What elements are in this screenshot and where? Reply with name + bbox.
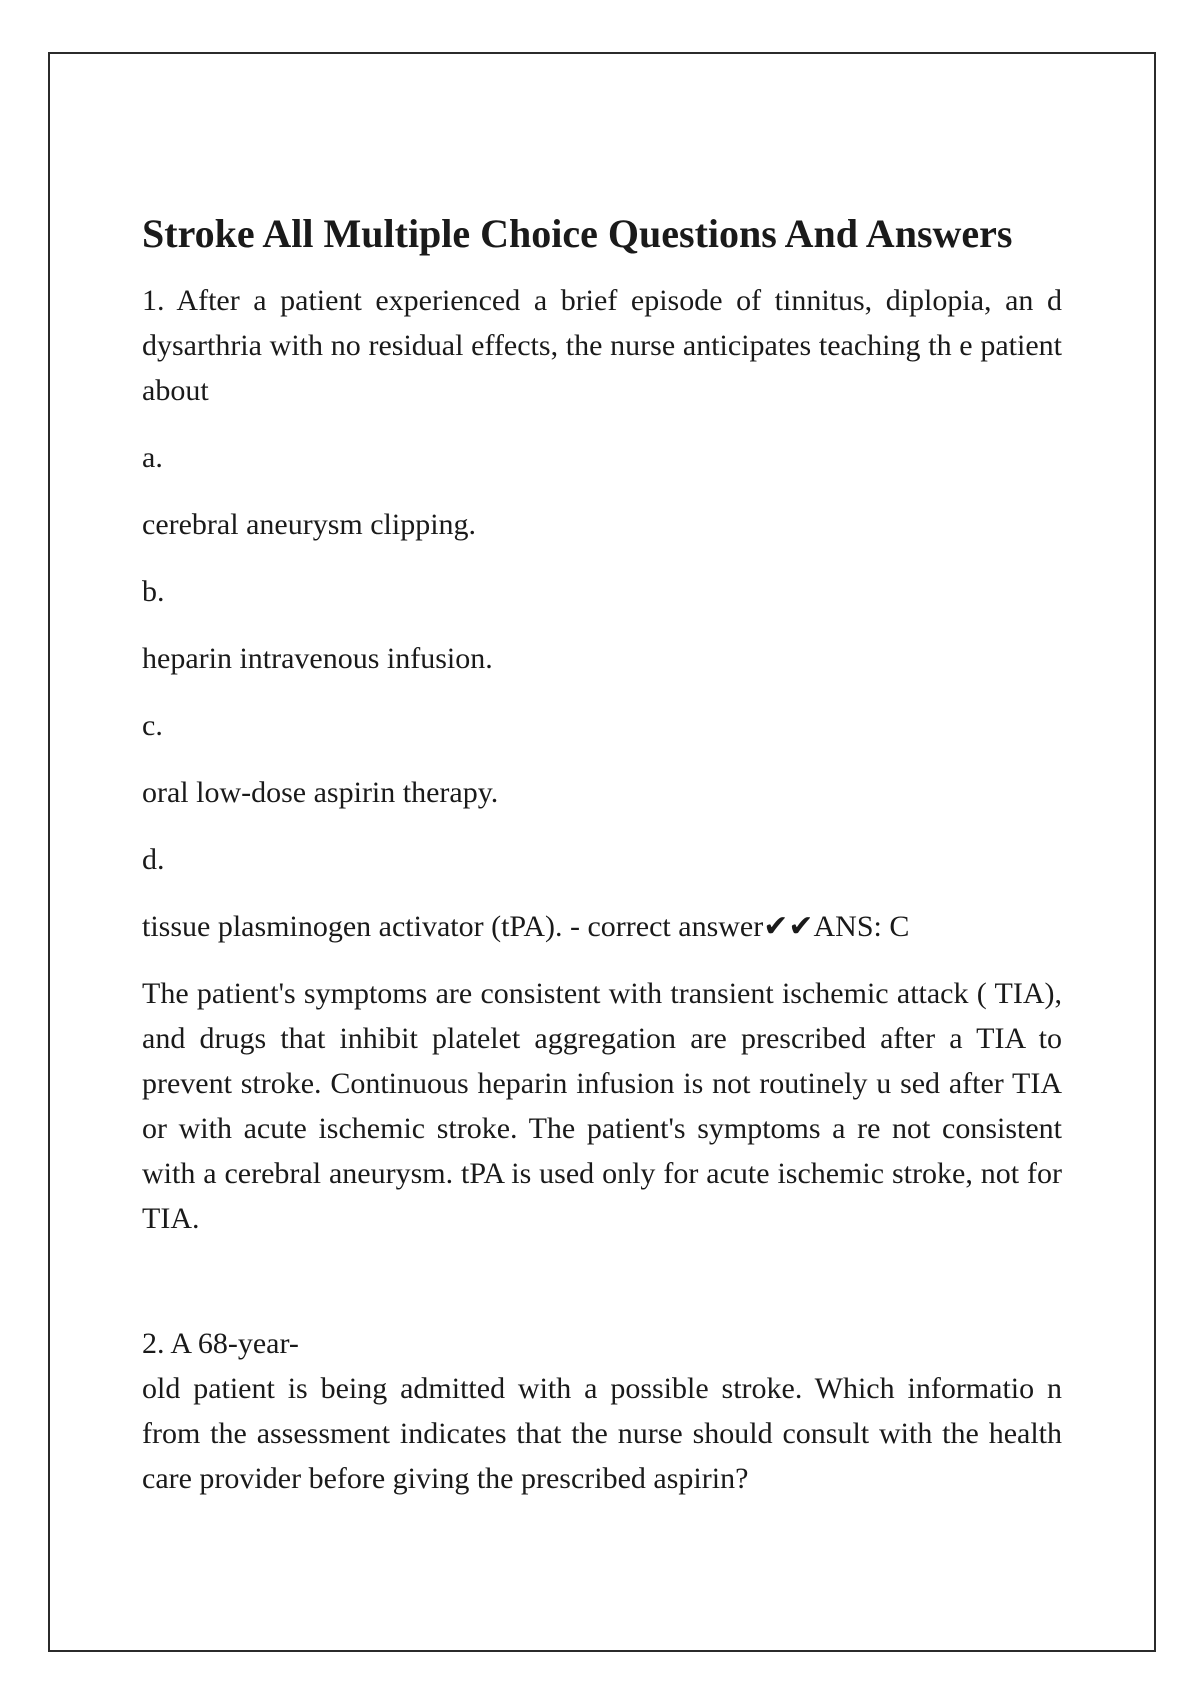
option-a-letter: a. — [142, 441, 163, 474]
document-title: Stroke All Multiple Choice Questions And Answers — [142, 211, 1013, 256]
question-2-stem-line1: 2. A 68-year- — [142, 1327, 299, 1360]
question-1-rationale: The patient's symptoms are consistent with transient ischemic attack ( TIA), and drugs that inhibit platelet aggregation are prescribed after a TIA to prevent stroke. Continuous heparin infusion is not routinely u sed after TIA or with acute ischemic stroke. The patient's symptoms a re not consistent with a cerebral aneurysm. tPA is used only for acute ischemic stroke, not for TIA. — [142, 977, 1062, 1235]
document-content — [142, 210, 1062, 1501]
option-c-letter: c. — [142, 709, 163, 742]
question-2 — [142, 1321, 1062, 1501]
option-d-letter: d. — [142, 843, 165, 876]
option-b-text: heparin intravenous infusion. — [142, 642, 493, 675]
section-gap — [142, 1241, 1062, 1321]
option-b-letter: b. — [142, 575, 165, 608]
question-2-stem-rest: old patient is being admitted with a possible stroke. Which informatio n from the assessment indicates that the nurse should consult with the health care provider before giving the prescribed aspirin? — [142, 1372, 1062, 1495]
option-d-text-with-answer: tissue plasminogen activator (tPA). - correct answer✔✔ANS: C — [142, 910, 910, 943]
option-a-text: cerebral aneurysm clipping. — [142, 508, 477, 541]
option-c-text: oral low-dose aspirin therapy. — [142, 776, 499, 809]
question-1-stem: 1. After a patient experienced a brief episode of tinnitus, diplopia, an d dysarthria with no residual effects, the nurse anticipates teaching th e patient about — [142, 284, 1062, 407]
question-1 — [142, 278, 1062, 1241]
